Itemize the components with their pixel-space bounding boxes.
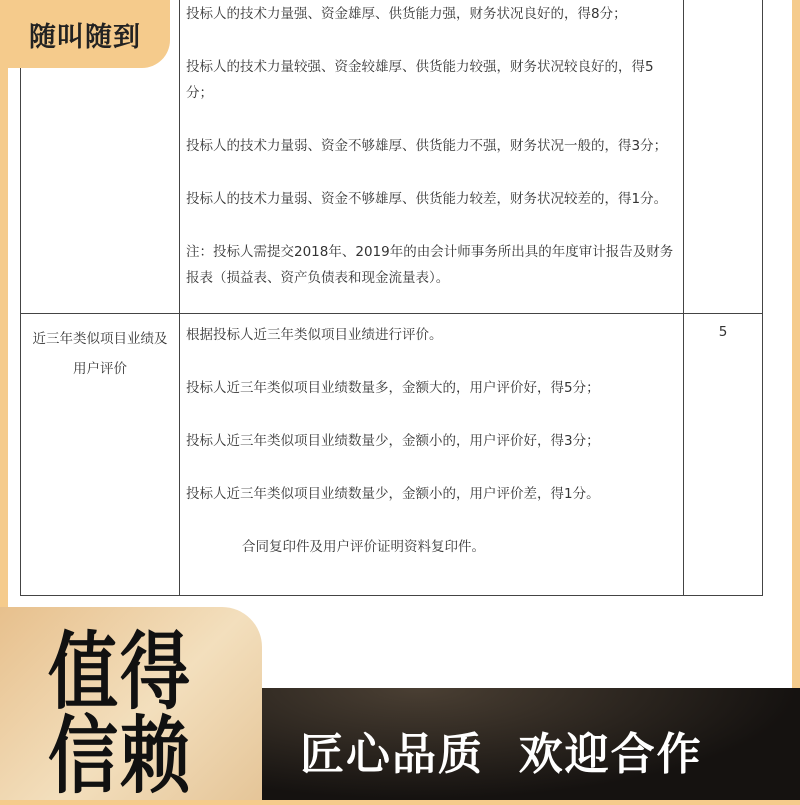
rule-text: 投标人近三年类似项目业绩数量少，金额小的，用户评价差，得1分。 [186,486,600,502]
score-value: 5 [684,314,763,596]
table-row [21,314,763,596]
criteria-label: 近三年类似项目业绩及用户评价 [21,314,180,596]
rule-text: 投标人近三年类似项目业绩数量少，金额小的，用户评价好，得3分； [186,433,600,449]
scoring-table [20,0,763,596]
rule-text: 投标人近三年类似项目业绩数量多，金额大的，用户评价好，得5分； [186,380,600,396]
rule-text: 投标人的技术力量弱、资金不够雄厚、供货能力不强，财务状况一般的，得3分； [186,138,668,154]
trust-line-1: 值得 [48,622,192,722]
note-text: 注：投标人需提交2018年、2019年的由会计师事务所出具的年度审计报告及财务报表（损益表、资产负债表和现金流量表）。 [186,244,674,286]
slogan-text: 匠心品质 欢迎合作 [300,729,703,780]
rule-text: 投标人的技术力量较强、资金较雄厚、供货能力较强，财务状况较良好的，得5分； [186,59,654,101]
score-cell [684,0,763,314]
service-tag: 随叫随到 [0,0,170,68]
rule-text: 根据投标人近三年类似项目业绩进行评价。 [186,327,443,343]
description-cell [180,0,684,314]
trust-heading [48,622,192,805]
rule-text: 投标人的技术力量强、资金雄厚、供货能力强，财务状况良好的，得8分； [186,6,627,22]
description-cell [180,314,684,596]
trust-line-2: 信赖 [48,706,192,805]
rule-text: 合同复印件及用户评价证明资料复印件。 [242,539,485,555]
rule-text: 投标人的技术力量弱、资金不够雄厚、供货能力较差，财务状况较差的，得1分。 [186,191,668,207]
